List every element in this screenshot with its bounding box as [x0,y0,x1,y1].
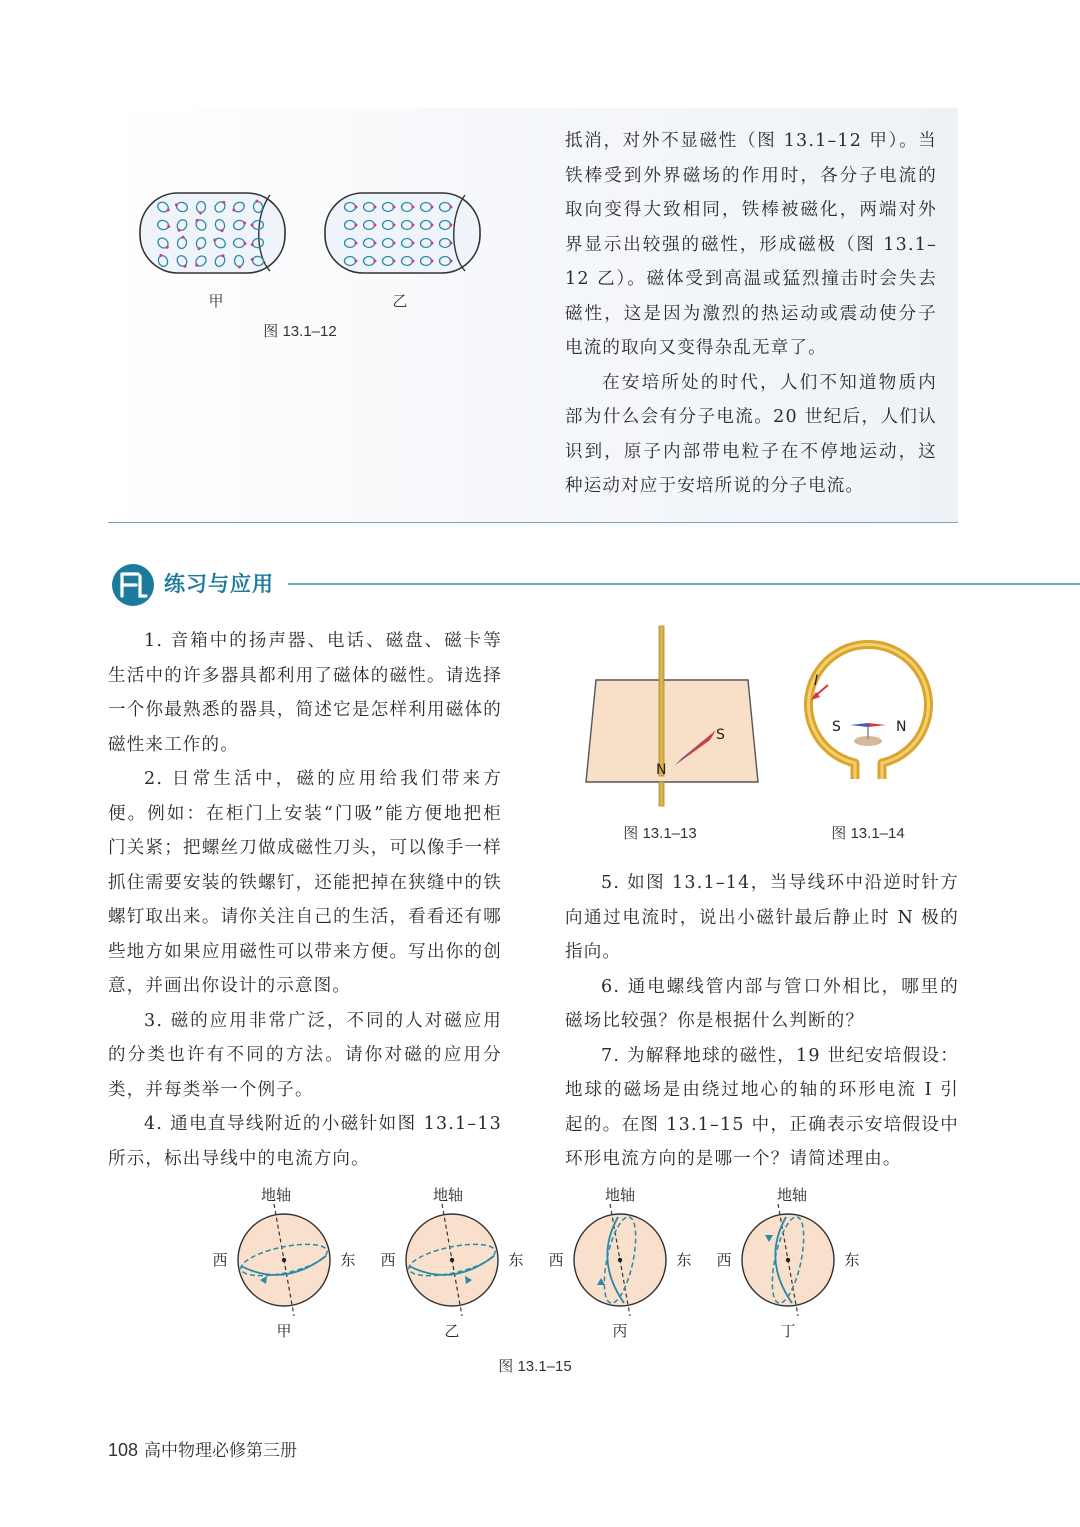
loop-pole-dot [355,242,358,245]
west-label: 西 [548,1251,564,1269]
loop-pole-dot [243,242,246,245]
loop-pole-dot [431,242,434,245]
wire-loop [809,645,929,779]
iron-rod-unmagnetized [140,193,285,273]
west-label: 西 [716,1251,732,1269]
reading-paragraph-2-text: 在安培所处的时代，人们不知道物质内部为什么会有分子电流。20 世纪后，人们认识到，原子内部带电粒子在不停地运动，这种运动对应于安培所说的分子电流。 [565,372,937,496]
exercise-7 [565,1039,959,1177]
needle-south-half [850,723,868,727]
loop-pole-dot [450,260,453,263]
exercise-7-text: 7. 为解释地球的磁性，19 世纪安培假设：地球的磁场是由绕过地心的轴的环形电流 I 引起的。在图 13.1–15 中，正确表示安培假设中环形电流方向的是哪一个？请简述理由。 [565,1045,959,1169]
earth-center [282,1258,286,1262]
loop-pole-dot [450,224,453,227]
loop-pole-dot [175,203,178,206]
loop-pole-dot [184,265,187,268]
section-divider [288,583,1080,585]
iron-rod-magnetized [325,193,480,273]
exercise-3-text: 3. 磁的应用非常广泛，不同的人对磁应用的分类也许有不同的方法。请你对磁的应用分类，并每类举一个例子。 [108,1010,502,1100]
needle-s-label: S [832,719,841,735]
loop-pole-dot [222,254,225,257]
exercise-1 [108,624,502,762]
west-label: 西 [212,1251,228,1269]
east-label: 东 [844,1251,860,1269]
axis-label: 地轴 [776,1186,808,1204]
cardboard-plane [586,680,758,782]
loop-pole-dot [374,242,377,245]
loop-pole-dot [238,265,241,268]
figure-13-1-14 [800,635,945,785]
east-label: 东 [508,1251,524,1269]
exercise-2 [108,762,502,1004]
loop-pole-dot [167,225,170,228]
loop-pole-dot [222,201,225,204]
loop-pole-dot [195,264,198,267]
loop-pole-dot [393,260,396,263]
loop-pole-dot [374,206,377,209]
current-i-label: I [814,673,819,689]
book-title: 高中物理必修第三册 [144,1441,298,1461]
loop-pole-dot [178,229,181,232]
needle-n-label: N [896,719,907,735]
loop-pole-dot [159,254,162,257]
axis-label: 地轴 [604,1186,636,1204]
exercise-5 [565,866,959,970]
page-footer [108,1436,297,1461]
loop-pole-dot [167,209,170,212]
loop-pole-dot [251,243,254,246]
reading-text [565,124,937,504]
globe-label: 丁 [780,1322,796,1340]
loop-pole-dot [232,209,235,212]
reading-paragraph-1: 抵消，对外不显磁性（图 13.1–12 甲）。当铁棒受到外界磁场的作用时，各分子电流的取向变得大致相同，铁棒被磁化，两端对外界显示出较强的磁性，形成磁极（图 13.1–12 乙）。磁体受到高温或猛烈撞击时会失去磁性，这是因为激烈的热运动或震动使分子电流的取向又变得杂乱无章了。 [565,131,937,358]
loop-pole-dot [199,211,202,214]
loop-pole-dot [412,260,415,263]
loop-pole-dot [393,242,396,245]
loop-pole-dot [255,200,258,203]
loop-pole-dot [450,242,453,245]
loop-pole-dot [412,206,415,209]
axis-label: 地轴 [432,1186,464,1204]
earth-center [618,1258,622,1262]
figure-13-1-13 [578,622,768,812]
loop-pole-dot [431,224,434,227]
loop-pole-dot [251,258,254,261]
exercise-1-text: 1. 音箱中的扬声器、电话、磁盘、磁卡等生活中的许多器具都利用了磁体的磁性。请选择一个你最熟悉的器具，简述它是怎样利用磁体的磁性来工作的。 [108,631,502,755]
wire-above [659,626,664,776]
exercise-2-text: 2. 日常生活中，磁的应用给我们带来方便。例如：在柜门上安装“门吸”能方便地把柜门关紧；把螺丝刀做成磁性刀头，可以像手一样抓住需要安装的铁螺钉，还能把掉在狭缝中的铁螺钉取出来。请你关注自己的生活，看看还有哪些地方如果应用磁性可以带来方便。写出你的创意，并画出你设计的示意图。 [108,769,502,996]
exercise-4-text: 4. 通电直导线附近的小磁针如图 13.1–13 所示，标出导线中的电流方向。 [108,1114,502,1169]
exercise-3 [108,1004,502,1108]
loop-pole-dot [213,239,216,242]
loop-pole-dot [412,242,415,245]
needle-s-label: S [716,727,725,743]
section-title: 练习与应用 [164,572,274,596]
wire-below [659,782,664,806]
east-label: 东 [676,1251,692,1269]
reading-paragraph-2 [565,366,937,504]
globe-label: 甲 [276,1322,292,1340]
loop-pole-dot [221,229,224,232]
loop-pole-dot [182,236,185,239]
fig13-caption: 图 13.1–13 [623,825,697,842]
loop-pole-dot [355,260,358,263]
west-label: 西 [380,1251,396,1269]
loop-pole-dot [243,221,246,224]
fig15-caption: 图 13.1–15 [498,1358,572,1375]
loop-pole-dot [431,206,434,209]
exercise-4 [108,1107,502,1176]
globe-label: 丙 [612,1322,628,1340]
exercises-left [108,624,502,1176]
exercise-6-text: 6. 通电螺线管内部与管口外相比，哪里的磁场比较强？你是根据什么判断的？ [565,976,959,1031]
loop-pole-dot [251,224,254,227]
fig14-caption: 图 13.1–14 [831,825,905,842]
needle-north-half [868,723,886,727]
earth-center [450,1258,454,1262]
fig12-label-a: 甲 [208,292,224,310]
loop-pole-dot [412,224,415,227]
loop-pole-dot [197,247,200,250]
exercise-5-text: 5. 如图 13.1–14，当导线环中沿逆时针方向通过电流时，说出小磁针最后静止时 N 极的指向。 [565,873,959,962]
loop-pole-dot [355,206,358,209]
loop-pole-dot [393,224,396,227]
practice-section-icon [110,562,160,608]
fig12-caption: 图 13.1–12 [263,323,337,340]
loop-pole-dot [431,260,434,263]
loop-pole-dot [374,224,377,227]
loop-pole-dot [166,246,169,249]
page-number: 108 [108,1440,139,1460]
loop-pole-dot [355,224,358,227]
figure-13-1-15 [0,1180,1080,1340]
axis-label: 地轴 [260,1186,292,1204]
loop-pole-dot [374,260,377,263]
exercises-right [565,866,959,1177]
needle-n-label: N [656,762,667,778]
earth-center [786,1258,790,1262]
loop-pole-dot [450,206,453,209]
east-label: 东 [340,1251,356,1269]
fig12-label-b: 乙 [392,292,408,310]
loop-pole-dot [393,206,396,209]
exercise-6 [565,970,959,1039]
globe-label: 乙 [444,1322,460,1340]
loop-pole-dot [196,219,199,222]
figure-13-1-12 [130,185,500,285]
